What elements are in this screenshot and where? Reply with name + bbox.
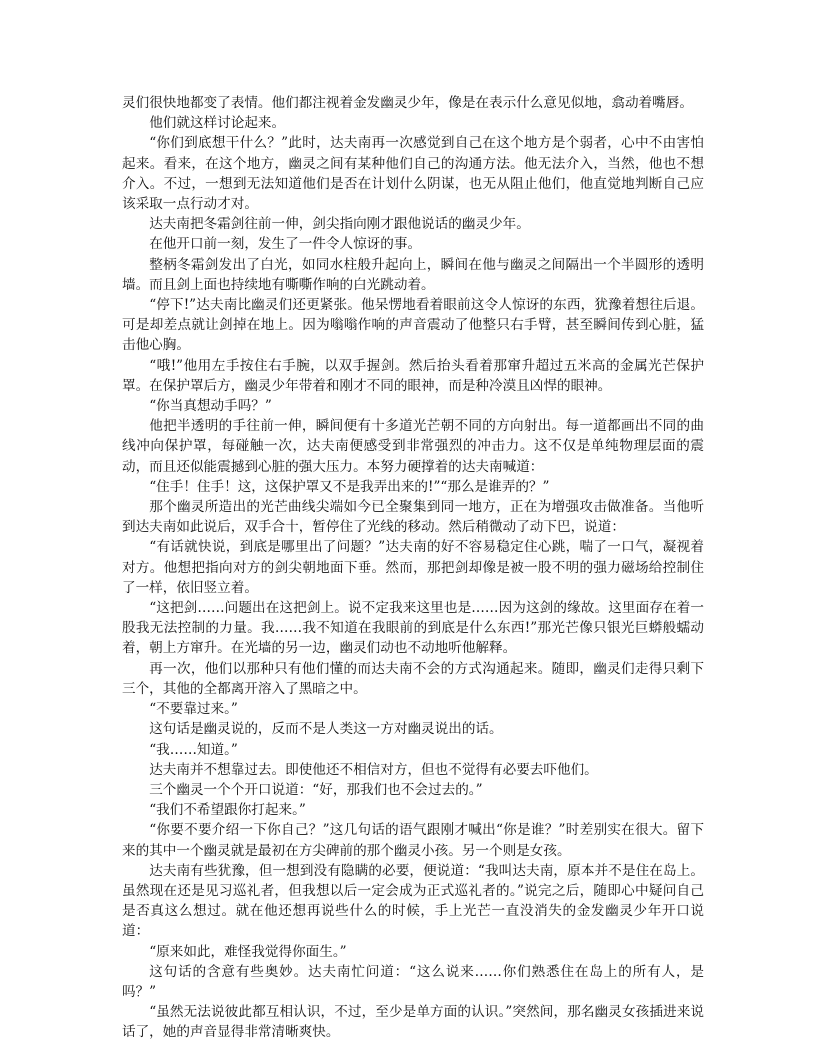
paragraph: 这句话是幽灵说的，反而不是人类这一方对幽灵说出的话。: [149, 721, 503, 738]
paragraph: 达夫南把冬霜剑往前一伸，剑尖指向刚才跟他说话的幽灵少年。: [149, 216, 530, 233]
paragraph: “哦!”他用左手按住右手腕，以双手握剑。然后抬头看着那窜升超过五米高的金属光芒保护罩。在保护罩后方，幽灵少年带着和刚才不同的眼神，而是种冷漠且凶悍的眼神。: [122, 357, 704, 394]
paragraph: “原来如此，难怪我觉得你面生。”: [149, 943, 347, 960]
paragraph: 再一次，他们以那种只有他们懂的而达夫南不会的方式沟通起来。随即，幽灵们走得只剩下三个，其他的全都离开溶入了黑暗之中。: [122, 660, 704, 697]
paragraph: “不要靠过来。”: [149, 701, 238, 718]
paragraph: 他把半透明的手往前一伸，瞬间便有十多道光芒朝不同的方向射出。每一道都画出不同的曲线冲向保护罩，每碰触一次，达夫南便感受到非常强烈的冲击力。这不仅是单纯物理层面的震动，而且还似能震撼到心脏的强大压力。本努力硬撑着的达夫南喊道：: [122, 418, 704, 475]
paragraph: 三个幽灵一个个开口说道：“好，那我们也不会过去的。”: [149, 781, 483, 798]
paragraph: 达夫南有些犹豫，但一想到没有隐瞒的必要，便说道：“我叫达夫南，原本并不是住在岛上。虽然现在还是见习巡礼者，但我想以后一定会成为正式巡礼者的。”说完之后，随即心中疑问自己是否真这么想过。就在他还想再说些什么的时候，手上光芒一直没消失的金发幽灵少年开口说道：: [122, 862, 704, 940]
paragraph: 整柄冬霜剑发出了白光，如同水柱般升起向上，瞬间在他与幽灵之间隔出一个半圆形的透明墙。而且剑上面也持续地有嘶嘶作响的白光跳动着。: [122, 256, 704, 293]
paragraph: “你当真想动手吗？”: [149, 398, 272, 415]
paragraph: 那个幽灵所造出的光芒曲线尖端如今已全聚集到同一地方，正在为增强攻击做准备。当他听到达夫南如此说后，双手合十，暂停住了光线的移动。然后稍微动了动下巴，说道：: [122, 499, 704, 536]
paragraph: 在他开口前一刻，发生了一件令人惊讶的事。: [149, 236, 422, 253]
document-page: [122, 93, 704, 1043]
paragraph: “这把剑……问题出在这把剑上。说不定我来这里也是……因为这剑的缘故。这里面存在着一股我无法控制的力量。我……我不知道在我眼前的到底是什么东西!”那光芒像只银光巨蟒般蠕动着，朝上方窜升。在光墙的另一边，幽灵们动也不动地听他解释。: [122, 600, 704, 657]
paragraph: “虽然无法说彼此都互相认识，不过，至少是单方面的认识。”突然间，那名幽灵女孩插进来说话了，她的声音显得非常清晰爽快。: [122, 1004, 704, 1041]
paragraph: 达夫南并不想靠过去。即使他还不相信对方，但也不觉得有必要去吓他们。: [149, 761, 598, 778]
paragraph: 灵们很快地都变了表情。他们都注视着金发幽灵少年，像是在表示什么意见似地，翕动着嘴唇。: [122, 95, 693, 111]
paragraph: “住手！住手！这，这保护罩又不是我弄出来的!”“那么是谁弄的？”: [149, 478, 550, 495]
paragraph: “我……知道。”: [149, 741, 238, 758]
paragraph: 他们就这样讨论起来。: [149, 115, 286, 132]
paragraph: “停下!”达夫南比幽灵们还更紧张。他呆愣地看着眼前这令人惊讶的东西，犹豫着想往后退。可是却差点就让剑掉在地上。因为嗡嗡作响的声音震动了他整只右手臂，甚至瞬间传到心脏，猛击他心胸。: [122, 297, 704, 354]
paragraph: “你要不要介绍一下你自己？”这几句话的语气跟刚才喊出“你是谁？”时差别实在很大。留下来的其中一个幽灵就是最初在方尖碑前的那个幽灵小孩。另一个则是女孩。: [122, 822, 704, 859]
paragraph: 这句话的含意有些奥妙。达夫南忙问道：“这么说来……你们熟悉住在岛上的所有人，是吗？”: [122, 963, 704, 1000]
paragraph: “有话就快说，到底是哪里出了问题？”达夫南的好不容易稳定住心跳，喘了一口气，凝视着对方。他想把指向对方的剑尖朝地面下垂。然而，那把剑却像是被一股不明的强力磁场给控制住了一样，依旧竖立着。: [122, 539, 704, 596]
paragraph: “你们到底想干什么？”此时，达夫南再一次感觉到自己在这个地方是个弱者，心中不由害怕起来。看来，在这个地方，幽灵之间有某种他们自己的沟通方法。他无法介入，当然，他也不想介入。不过，一想到无法知道他们是否在计划什么阴谋，也无从阻止他们，他直觉地判断自己应该采取一点行动才对。: [122, 135, 704, 213]
paragraph: “我们不希望跟你打起来。”: [149, 802, 306, 819]
